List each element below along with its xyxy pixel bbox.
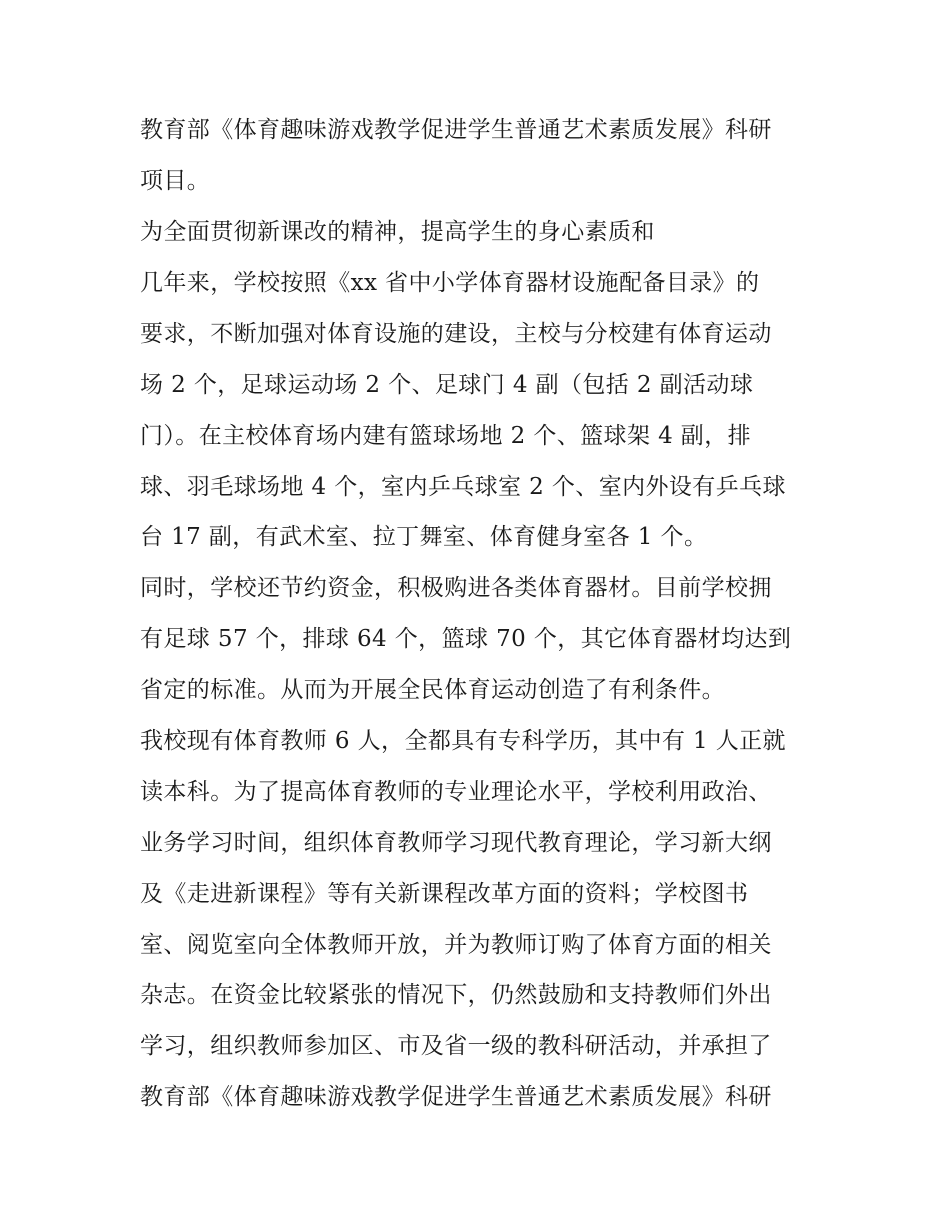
- text-line: 及《走进新课程》等有关新课程改革方面的资料；学校图书: [140, 881, 749, 907]
- text-line: 室、阅览室向全体教师开放，并为教师订购了体育方面的相关: [140, 932, 772, 958]
- text-line: 读本科。为了提高体育教师的专业理论水平，学校利用政治、: [140, 779, 772, 805]
- text-line: 几年来，学校按照《xx 省中小学体育器材设施配备目录》的: [140, 270, 760, 296]
- text-line: 球、羽毛球场地 4 个，室内乒乓球室 2 个、室内外设有乒乓球: [140, 474, 786, 500]
- text-line: 场 2 个，足球运动场 2 个、足球门 4 副（包括 2 副活动球: [140, 372, 754, 398]
- text-line: 杂志。在资金比较紧张的情况下，仍然鼓励和支持教师们外出: [140, 982, 772, 1008]
- text-line: 项目。: [140, 168, 211, 194]
- text-line: 业务学习时间，组织体育教师学习现代教育理论，学习新大纲: [140, 830, 772, 856]
- text-line: 同时，学校还节约资金，积极购进各类体育器材。目前学校拥: [140, 575, 772, 601]
- text-line: 有足球 57 个，排球 64 个，篮球 70 个，其它体育器材均达到: [140, 626, 792, 652]
- text-line: 要求，不断加强对体育设施的建设，主校与分校建有体育运动: [140, 321, 772, 347]
- text-line: 门）。在主校体育场内建有篮球场地 2 个、篮球架 4 副，排: [140, 423, 752, 449]
- text-line: 为全面贯彻新课改的精神，提高学生的身心素质和: [140, 219, 655, 245]
- text-line: 省定的标准。从而为开展全民体育运动创造了有利条件。: [140, 677, 725, 703]
- text-line: 教育部《体育趣味游戏教学促进学生普通艺术素质发展》科研: [140, 1084, 772, 1110]
- text-line: 台 17 副，有武术室、拉丁舞室、体育健身室各 1 个。: [140, 524, 708, 550]
- text-line: 学习，组织教师参加区、市及省一级的教科研活动，并承担了: [140, 1033, 772, 1059]
- text-line: 教育部《体育趣味游戏教学促进学生普通艺术素质发展》科研: [140, 117, 772, 143]
- text-line: 我校现有体育教师 6 人，全都具有专科学历，其中有 1 人正就: [140, 728, 786, 754]
